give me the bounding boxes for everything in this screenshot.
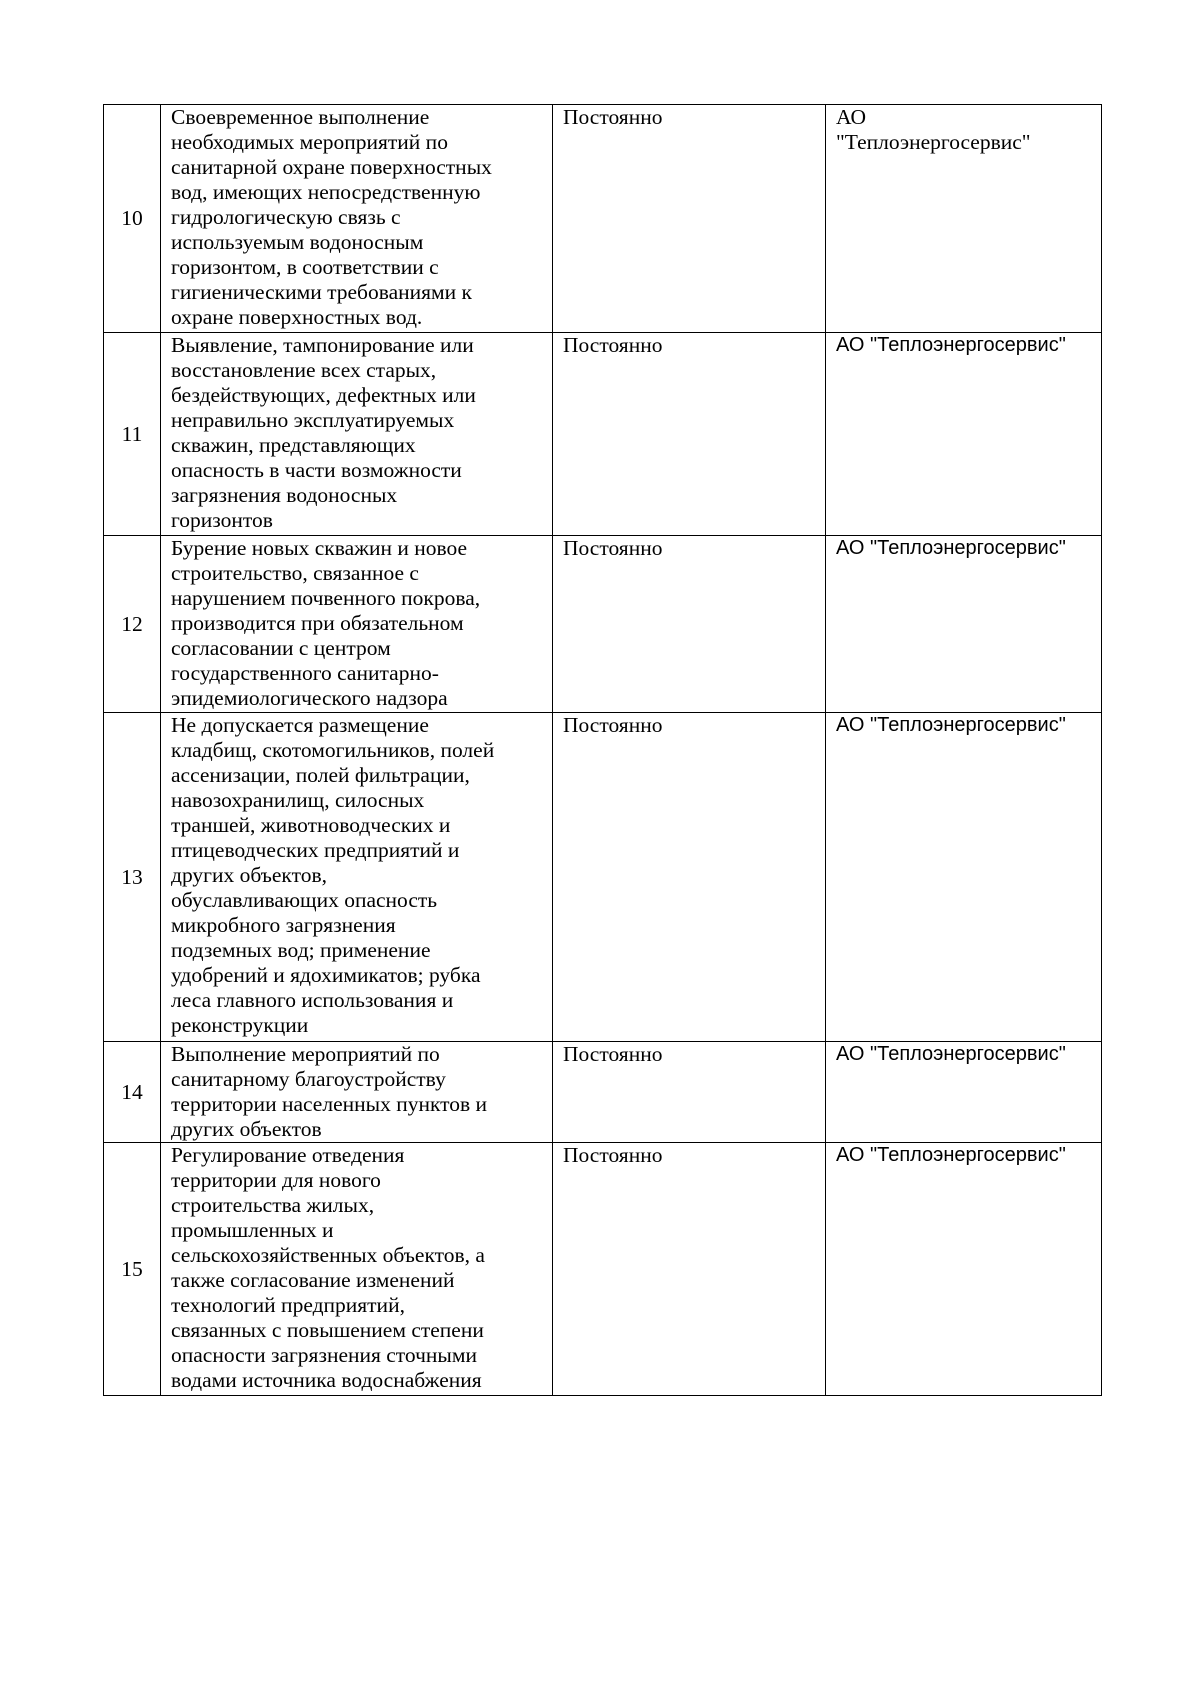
table-row <box>104 333 1102 536</box>
measure-description: Регулирование отведения территории для нового строительства жилых, промышленных и сельскохозяйственных объектов, а также согласование изменений технологий предприятий, связанных с повышением степени опасности загрязнения сточными водами источника водоснабжения <box>161 1143 553 1396</box>
responsible-party: АО "Теплоэнергосервис" <box>826 1143 1102 1396</box>
row-number: 14 <box>104 1042 161 1143</box>
measure-term: Постоянно <box>553 536 826 713</box>
table-row <box>104 1042 1102 1143</box>
table-row <box>104 1143 1102 1396</box>
row-number: 10 <box>104 105 161 333</box>
responsible-party: АО "Теплоэнергосервис" <box>826 713 1102 1042</box>
measure-description: Своевременное выполнение необходимых мероприятий по санитарной охране поверхностных вод, имеющих непосредственную гидрологическую связь с используемым водоносным горизонтом, в соответствии с гигиеническими требованиями к охране поверхностных вод. <box>161 105 553 333</box>
row-number: 15 <box>104 1143 161 1396</box>
responsible-party: АО "Теплоэнергосервис" <box>826 105 1102 333</box>
row-number: 11 <box>104 333 161 536</box>
table-row <box>104 105 1102 333</box>
row-number: 13 <box>104 713 161 1042</box>
measure-term: Постоянно <box>553 1143 826 1396</box>
measure-description: Выявление, тампонирование или восстановление всех старых, бездействующих, дефектных или неправильно эксплуатируемых скважин, представляющих опасность в части возможности загрязнения водоносных горизонтов <box>161 333 553 536</box>
responsible-party: АО "Теплоэнергосервис" <box>826 1042 1102 1143</box>
table-row <box>104 536 1102 713</box>
measures-table <box>103 104 1102 1396</box>
row-number: 12 <box>104 536 161 713</box>
measure-description: Бурение новых скважин и новое строительство, связанное с нарушением почвенного покрова, производится при обязательном согласовании с центром государственного санитарно- эпидемиологического надзора <box>161 536 553 713</box>
table-row <box>104 713 1102 1042</box>
measure-term: Постоянно <box>553 713 826 1042</box>
responsible-party: АО "Теплоэнергосервис" <box>826 536 1102 713</box>
measure-term: Постоянно <box>553 1042 826 1143</box>
measure-description: Не допускается размещение кладбищ, скотомогильников, полей ассенизации, полей фильтрации, навозохранилищ, силосных траншей, животноводческих и птицеводческих предприятий и других объектов, обуславливающих опасность микробного загрязнения подземных вод; применение удобрений и ядохимикатов; рубка леса главного использования и реконструкции <box>161 713 553 1042</box>
measure-description: Выполнение мероприятий по санитарному благоустройству территории населенных пунктов и других объектов <box>161 1042 553 1143</box>
measure-term: Постоянно <box>553 333 826 536</box>
responsible-party: АО "Теплоэнергосервис" <box>826 333 1102 536</box>
measure-term: Постоянно <box>553 105 826 333</box>
